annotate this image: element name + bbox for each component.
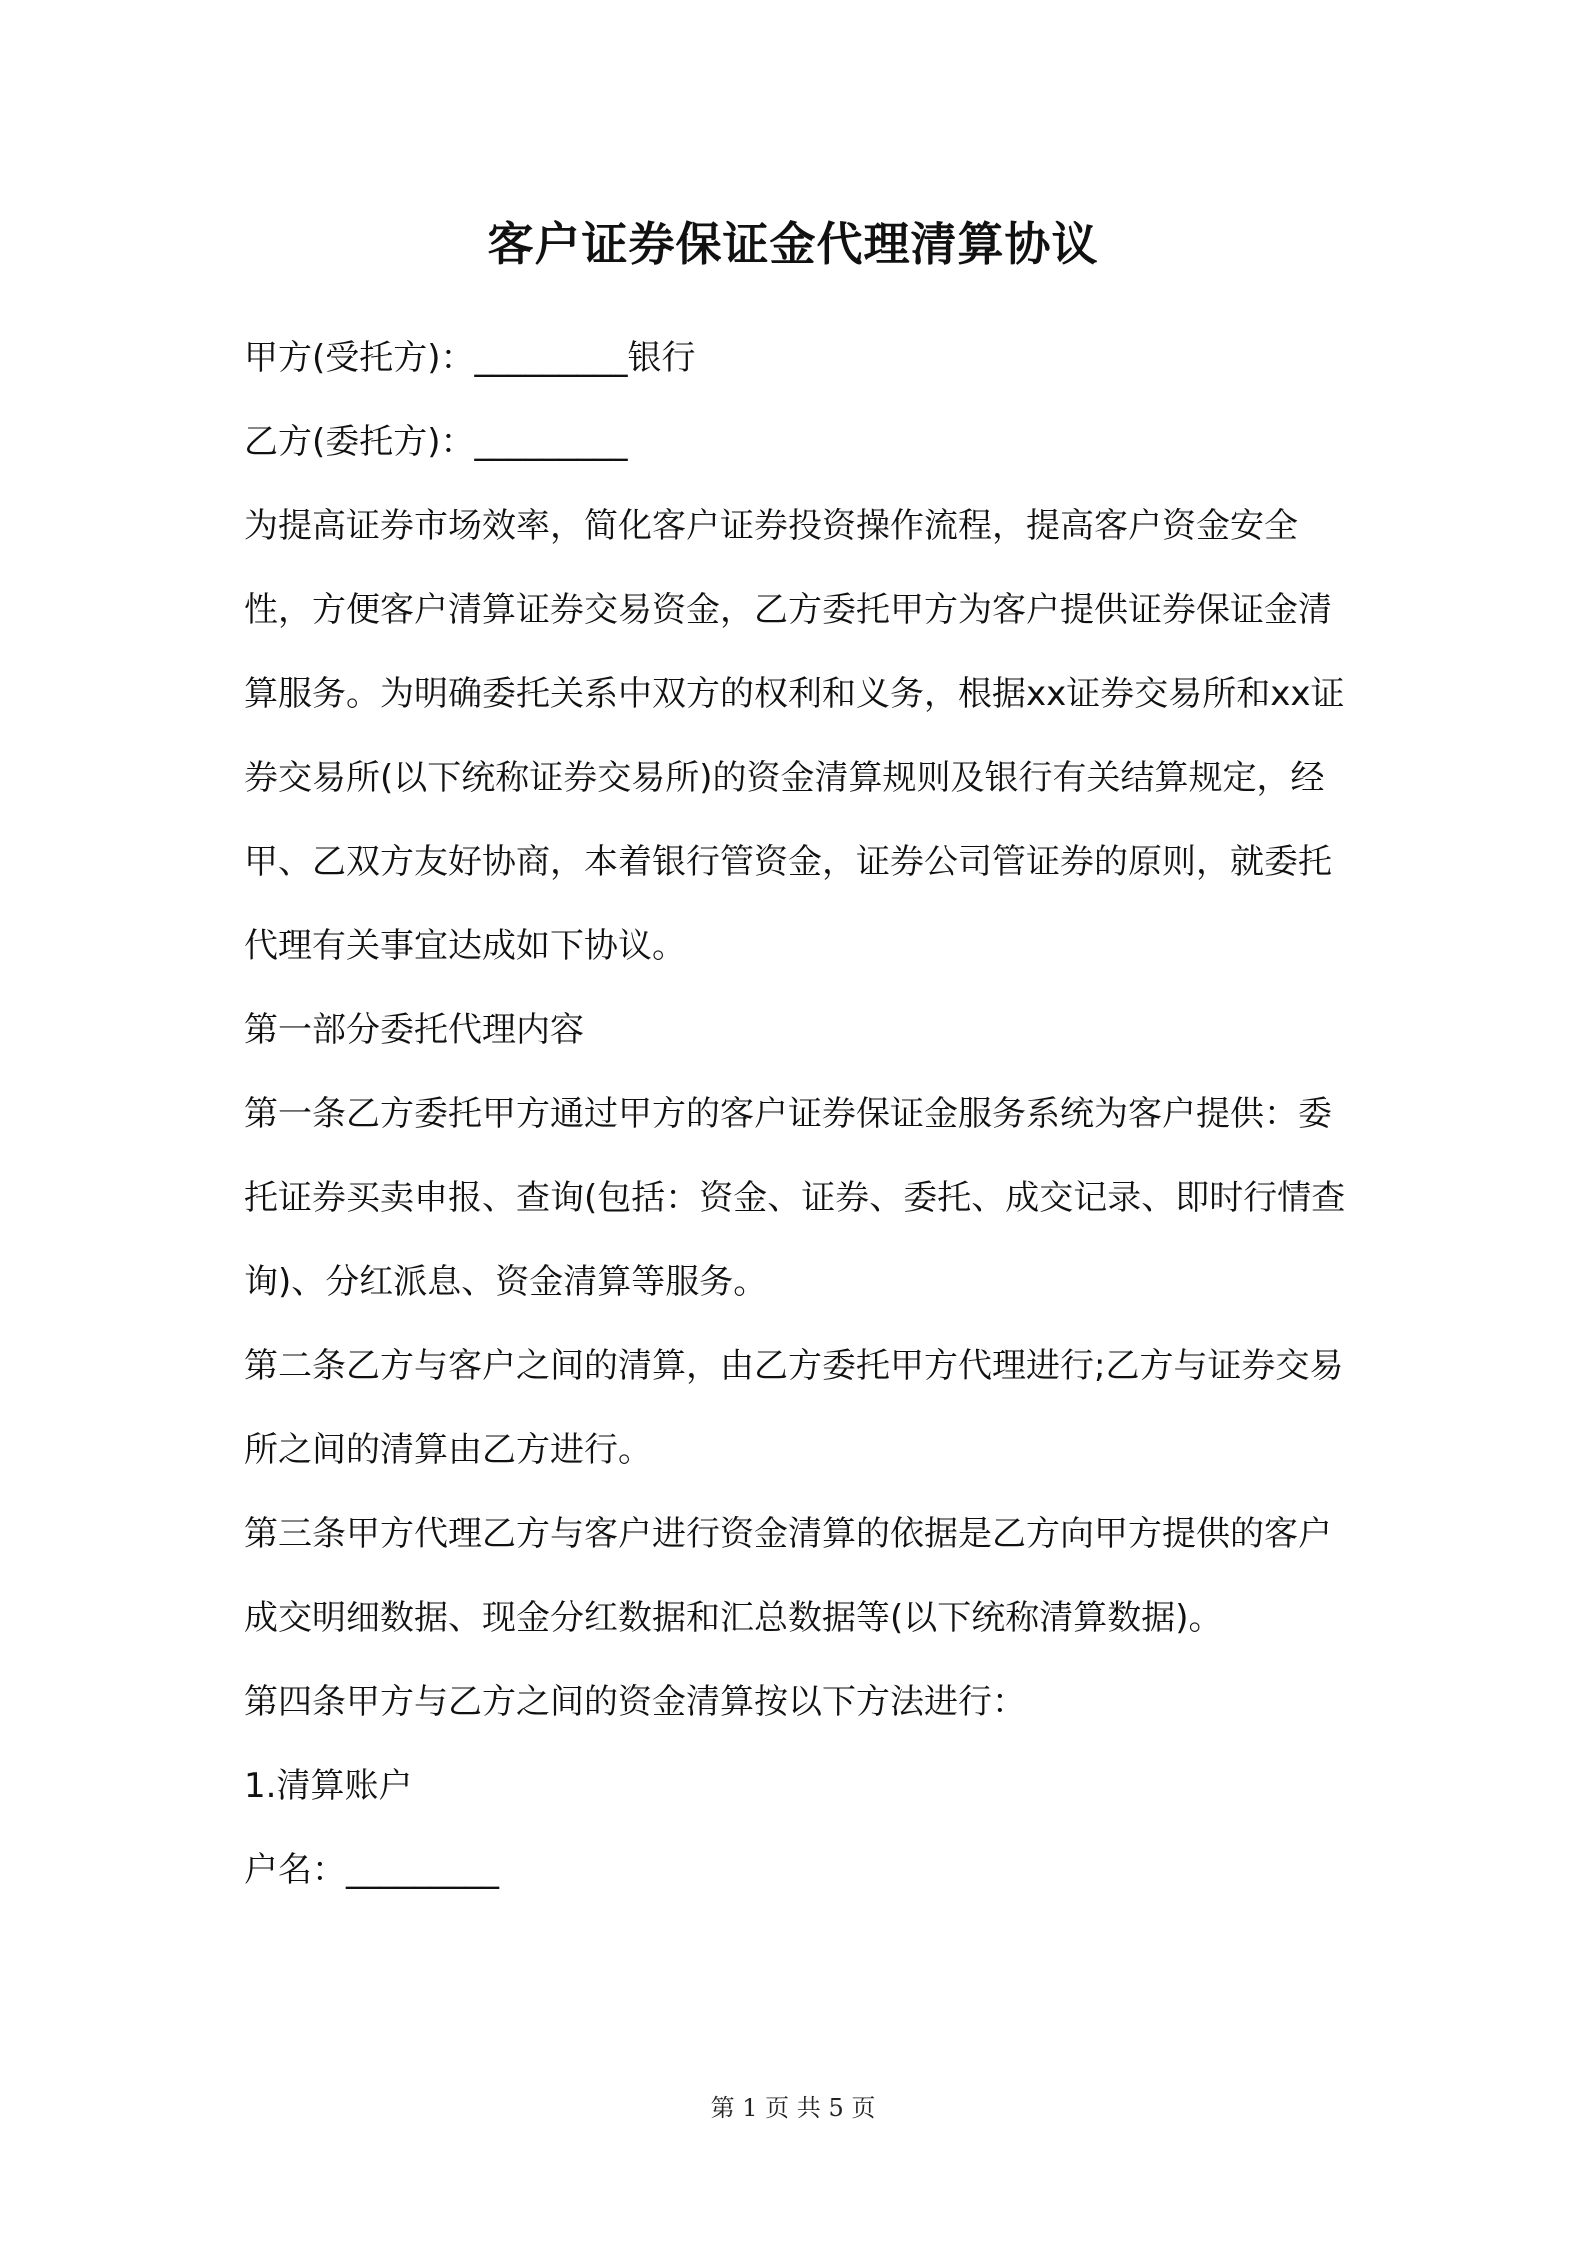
account-name-line: 户名：_________: [244, 1850, 499, 1890]
page-number-footer: 第 1 页 共 5 页: [710, 2094, 876, 2122]
clearing-account-heading: 1.清算账户: [244, 1766, 413, 1806]
preamble-paragraph: 为提高证券市场效率，简化客户证券投资操作流程，提高客户资金安全性，方便客户清算证券交易资金，乙方委托甲方为客户提供证券保证金清算服务。为明确委托关系中双方的权利和义务，根据xx证券交易所和xx证券交易所(以下统称证券交易所)的资金清算规则及银行有关结算规定，经甲、乙双方友好协商，本着银行管资金，证券公司管证券的原则，就委托代理有关事宜达成如下协议。: [244, 506, 1345, 966]
document-body: [244, 316, 1354, 1912]
article-2: 第二条乙方与客户之间的清算，由乙方委托甲方代理进行;乙方与证券交易所之间的清算由乙方进行。: [244, 1346, 1344, 1470]
party-a-line: 甲方(受托方)：_________银行: [244, 338, 696, 378]
article-1: 第一条乙方委托甲方通过甲方的客户证券保证金服务系统为客户提供：委托证券买卖申报、查询(包括：资金、证券、委托、成交记录、即时行情查询)、分红派息、资金清算等服务。: [244, 1094, 1346, 1302]
article-4: 第四条甲方与乙方之间的资金清算按以下方法进行：: [244, 1682, 1026, 1722]
document-title: 客户证券保证金代理清算协议: [487, 217, 1099, 271]
section-heading: 第一部分委托代理内容: [244, 1010, 584, 1050]
article-3: 第三条甲方代理乙方与客户进行资金清算的依据是乙方向甲方提供的客户成交明细数据、现金分红数据和汇总数据等(以下统称清算数据)。: [244, 1514, 1332, 1638]
party-b-line: 乙方(委托方)：_________: [244, 422, 628, 462]
